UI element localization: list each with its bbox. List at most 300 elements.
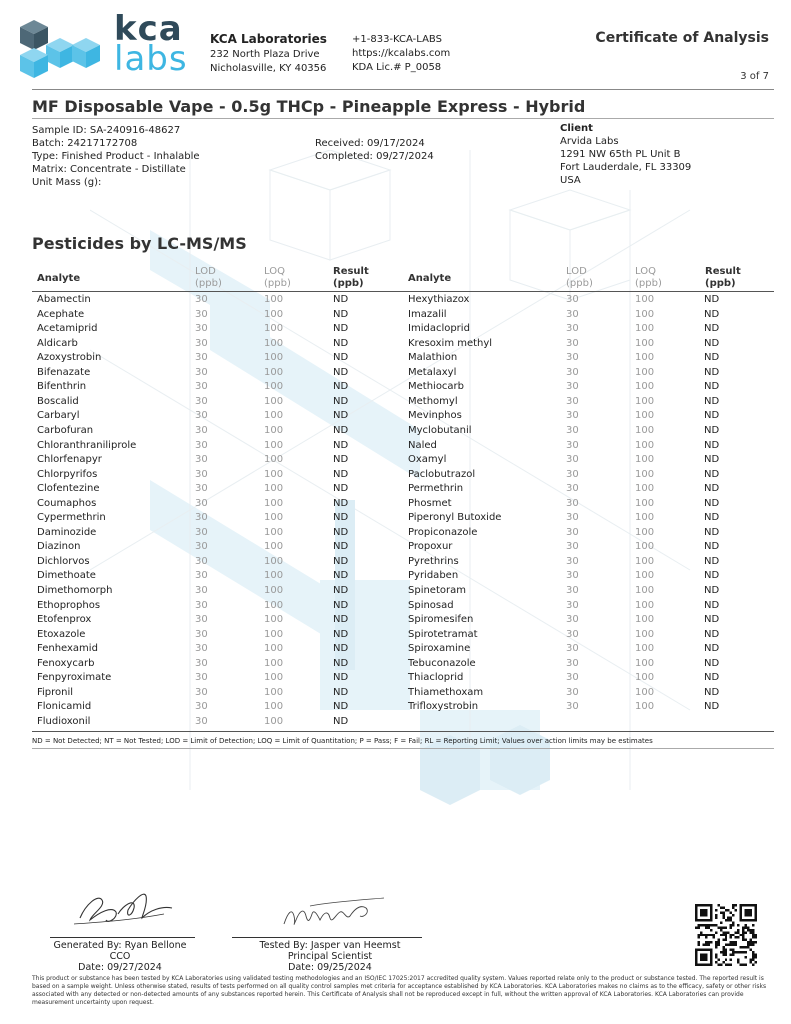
- client-country: USA: [560, 175, 581, 186]
- table-row: [408, 540, 778, 555]
- th-result-right: [705, 266, 741, 290]
- loq-cell: 100: [635, 454, 655, 466]
- sample-type: Type: Finished Product - Inhalable: [32, 151, 200, 162]
- table-row: [37, 526, 407, 541]
- lod-cell: 30: [566, 701, 579, 713]
- result-cell: ND: [704, 628, 720, 640]
- client-name: Arvida Labs: [560, 136, 619, 147]
- th-loq-label: LOQ: [635, 266, 656, 277]
- analyte-cell: Pyridaben: [408, 570, 459, 582]
- result-cell: ND: [333, 308, 349, 320]
- result-cell: ND: [704, 555, 720, 567]
- document-title: Certificate of Analysis: [595, 30, 769, 46]
- result-cell: ND: [333, 555, 349, 567]
- table-row: [408, 409, 778, 424]
- loq-cell: 100: [264, 468, 284, 480]
- dates-info: [315, 137, 434, 163]
- table-row: [408, 657, 778, 672]
- product-title: MF Disposable Vape - 0.5g THCp - Pineapple Express - Hybrid: [32, 97, 586, 116]
- table-row: [408, 439, 778, 454]
- loq-cell: 100: [635, 439, 655, 451]
- loq-cell: 100: [635, 614, 655, 626]
- analyte-cell: Chlorfenapyr: [37, 454, 102, 466]
- tested-by: Tested By: Jasper van Heemst: [259, 940, 401, 951]
- signature-line-right: [232, 937, 422, 938]
- result-cell: ND: [704, 614, 720, 626]
- loq-cell: 100: [635, 657, 655, 669]
- lod-cell: 30: [566, 526, 579, 538]
- table-row: [37, 599, 407, 614]
- result-cell: ND: [704, 454, 720, 466]
- lab-phone: +1-833-KCA-LABS: [352, 34, 442, 45]
- loq-cell: 100: [635, 468, 655, 480]
- loq-cell: 100: [264, 294, 284, 305]
- result-cell: ND: [333, 410, 349, 422]
- table-row: [37, 308, 407, 323]
- result-cell: ND: [704, 366, 720, 378]
- table-footer-divider: [32, 731, 774, 732]
- generated-by-title: CCO: [109, 951, 131, 962]
- result-cell: ND: [333, 366, 349, 378]
- table-row: [408, 395, 778, 410]
- th-lod-right: [566, 266, 593, 290]
- loq-cell: 100: [264, 686, 284, 698]
- loq-cell: 100: [635, 585, 655, 596]
- table-row: [37, 482, 407, 497]
- table-row: [408, 468, 778, 483]
- signature-line-left: [50, 937, 195, 938]
- lod-cell: 30: [195, 454, 208, 466]
- analyte-cell: Cypermethrin: [37, 512, 106, 524]
- table-row: [37, 511, 407, 526]
- analyte-cell: Diazinon: [37, 541, 81, 553]
- result-cell: ND: [333, 395, 349, 407]
- logo-text-labs: labs: [114, 39, 188, 79]
- signature-ryan-bellone: [72, 884, 182, 934]
- loq-cell: 100: [635, 555, 655, 567]
- analyte-cell: Dichlorvos: [37, 555, 90, 567]
- lod-cell: 30: [566, 585, 579, 596]
- loq-cell: 100: [635, 381, 655, 393]
- lod-cell: 30: [566, 454, 579, 466]
- lod-cell: 30: [195, 323, 208, 335]
- analyte-cell: Fenpyroximate: [37, 672, 112, 684]
- table-row: [37, 439, 407, 454]
- loq-cell: 100: [264, 541, 284, 553]
- table-row: [37, 569, 407, 584]
- loq-cell: 100: [264, 555, 284, 567]
- analyte-cell: Phosmet: [408, 497, 452, 509]
- table-row: [37, 628, 407, 643]
- table-row: [37, 337, 407, 352]
- lod-cell: 30: [195, 497, 208, 509]
- analyte-cell: Spinosad: [408, 599, 454, 611]
- loq-cell: 100: [635, 308, 655, 320]
- loq-cell: 100: [264, 381, 284, 393]
- lod-cell: 30: [195, 541, 208, 553]
- table-row: [408, 686, 778, 701]
- loq-cell: 100: [635, 424, 655, 436]
- lod-cell: 30: [566, 483, 579, 495]
- logo-wordmark: [114, 9, 188, 79]
- lab-address-line1: 232 North Plaza Drive: [210, 49, 320, 60]
- analyte-cell: Imidacloprid: [408, 323, 470, 335]
- loq-cell: 100: [264, 439, 284, 451]
- tested-by-title: Principal Scientist: [287, 951, 373, 962]
- client-city: Fort Lauderdale, FL 33309: [560, 162, 692, 173]
- result-cell: ND: [333, 657, 349, 669]
- analyte-cell: Pyrethrins: [408, 555, 459, 567]
- th-result-unit: (ppb): [705, 278, 736, 289]
- table-row: [37, 642, 407, 657]
- loq-cell: 100: [264, 483, 284, 495]
- lod-cell: 30: [566, 439, 579, 451]
- lod-cell: 30: [566, 643, 579, 655]
- lod-cell: 30: [566, 628, 579, 640]
- analyte-cell: Trifloxystrobin: [408, 701, 479, 713]
- legal-disclaimer: This product or substance has been tested by KCA Laboratories using validated testing methodologies and an ISO/IEC 17025:2017 accredited quality system. Values reported relate only to the product or substance tested. The reported result is based on a sample weight. Unless otherwise stated, results of tests performed on all quality control samples met criteria for acceptance established by KCA Laboratories. KCA Laboratories makes no claims as to the efficacy, safety or other risks associated with any detected or non-detected amounts of any substances reported herein. This Certificate of Analysis shall not be reproduced except in full, without the written approval of KCA Laboratories. KCA Laboratories can provide measurement uncertainty upon request.: [32, 975, 767, 1006]
- lod-cell: 30: [195, 686, 208, 698]
- table-row: [37, 700, 407, 715]
- loq-cell: 100: [635, 686, 655, 698]
- lod-cell: 30: [195, 585, 208, 596]
- table-row: [408, 424, 778, 439]
- lod-cell: 30: [195, 643, 208, 655]
- loq-cell: 100: [635, 366, 655, 378]
- th-lod-label: LOD: [566, 266, 587, 277]
- result-cell: ND: [333, 468, 349, 480]
- analyte-cell: Propiconazole: [408, 526, 478, 538]
- qr-code-icon[interactable]: [695, 904, 757, 966]
- loq-cell: 100: [264, 497, 284, 509]
- analyte-cell: Chlorpyrifos: [37, 468, 98, 480]
- th-loq-label: LOQ: [264, 266, 285, 277]
- signature-block-right: [240, 940, 420, 973]
- loq-cell: 100: [264, 701, 284, 713]
- lod-cell: 30: [566, 657, 579, 669]
- table-row: [408, 511, 778, 526]
- sample-info: [32, 124, 200, 189]
- analyte-cell: Thiamethoxam: [408, 686, 484, 698]
- lod-cell: 30: [566, 294, 579, 305]
- table-row: [37, 366, 407, 381]
- analyte-cell: Fipronil: [37, 686, 74, 698]
- loq-cell: 100: [264, 337, 284, 349]
- lod-cell: 30: [195, 555, 208, 567]
- loq-cell: 100: [635, 672, 655, 684]
- loq-cell: 100: [264, 352, 284, 364]
- loq-cell: 100: [264, 395, 284, 407]
- loq-cell: 100: [635, 352, 655, 364]
- th-lod-unit: (ppb): [195, 278, 222, 289]
- loq-cell: 100: [635, 599, 655, 611]
- logo-cubes-icon: [20, 18, 104, 82]
- loq-cell: 100: [264, 424, 284, 436]
- result-cell: ND: [333, 686, 349, 698]
- analyte-cell: Acetamiprid: [37, 323, 98, 335]
- loq-cell: 100: [635, 570, 655, 582]
- section-title: Pesticides by LC-MS/MS: [32, 234, 247, 253]
- lod-cell: 30: [195, 468, 208, 480]
- result-cell: ND: [704, 497, 720, 509]
- table-row: [408, 453, 778, 468]
- generated-date: Date: 09/27/2024: [78, 962, 162, 973]
- lod-cell: 30: [566, 424, 579, 436]
- loq-cell: 100: [635, 701, 655, 713]
- loq-cell: 100: [264, 512, 284, 524]
- analyte-cell: Methomyl: [408, 395, 458, 407]
- th-lod-label: LOD: [195, 266, 216, 277]
- loq-cell: 100: [264, 715, 284, 727]
- result-cell: ND: [333, 483, 349, 495]
- analyte-cell: Fludioxonil: [37, 715, 91, 727]
- result-cell: ND: [704, 439, 720, 451]
- th-loq-left: [264, 266, 291, 290]
- table-row: [37, 468, 407, 483]
- result-cell: ND: [704, 585, 720, 596]
- th-lod-unit: (ppb): [566, 278, 593, 289]
- lod-cell: 30: [195, 308, 208, 320]
- loq-cell: 100: [635, 526, 655, 538]
- table-row: [408, 584, 778, 599]
- table-row: [37, 715, 407, 730]
- lab-license: KDA Lic.# P_0058: [352, 62, 442, 73]
- result-cell: ND: [333, 570, 349, 582]
- loq-cell: 100: [264, 672, 284, 684]
- th-result-unit: (ppb): [333, 278, 364, 289]
- lod-cell: 30: [195, 337, 208, 349]
- table-row: [408, 599, 778, 614]
- analyte-cell: Oxamyl: [408, 454, 447, 466]
- analyte-cell: Malathion: [408, 352, 458, 364]
- lod-cell: 30: [195, 410, 208, 422]
- th-loq-unit: (ppb): [264, 278, 291, 289]
- lod-cell: 30: [566, 323, 579, 335]
- loq-cell: 100: [635, 512, 655, 524]
- result-cell: ND: [333, 541, 349, 553]
- result-cell: ND: [704, 294, 720, 305]
- logo-text-kca: kca: [114, 9, 183, 49]
- lod-cell: 30: [566, 512, 579, 524]
- analyte-cell: Paclobutrazol: [408, 468, 476, 480]
- lod-cell: 30: [566, 468, 579, 480]
- analyte-cell: Hexythiazox: [408, 294, 470, 305]
- lod-cell: 30: [566, 381, 579, 393]
- loq-cell: 100: [264, 599, 284, 611]
- table-row: [408, 628, 778, 643]
- th-result-left: [333, 266, 369, 290]
- result-cell: ND: [333, 614, 349, 626]
- analyte-cell: Etoxazole: [37, 628, 86, 640]
- analyte-cell: Spirotetramat: [408, 628, 478, 640]
- lod-cell: 30: [195, 381, 208, 393]
- lod-cell: 30: [195, 395, 208, 407]
- lod-cell: 30: [195, 439, 208, 451]
- loq-cell: 100: [264, 570, 284, 582]
- lod-cell: 30: [566, 555, 579, 567]
- analyte-cell: Kresoxim methyl: [408, 337, 493, 349]
- lod-cell: 30: [566, 337, 579, 349]
- table-row: [37, 409, 407, 424]
- unit-mass: Unit Mass (g):: [32, 177, 102, 188]
- generated-by: Generated By: Ryan Bellone: [53, 940, 187, 951]
- result-cell: ND: [333, 497, 349, 509]
- lod-cell: 30: [566, 686, 579, 698]
- lab-name: KCA Laboratories: [210, 32, 327, 46]
- analyte-cell: Aldicarb: [37, 337, 78, 349]
- result-cell: ND: [333, 599, 349, 611]
- lod-cell: 30: [195, 715, 208, 727]
- lod-cell: 30: [566, 352, 579, 364]
- lod-cell: 30: [195, 599, 208, 611]
- loq-cell: 100: [264, 454, 284, 466]
- table-row: [408, 366, 778, 381]
- loq-cell: 100: [264, 526, 284, 538]
- analyte-cell: Daminozide: [37, 526, 97, 538]
- th-lod-left: [195, 266, 222, 290]
- header-divider: [32, 89, 774, 90]
- sample-matrix: Matrix: Concentrate - Distillate: [32, 164, 186, 175]
- th-analyte-left: Analyte: [37, 273, 81, 284]
- loq-cell: 100: [264, 323, 284, 335]
- client-label: Client: [560, 123, 593, 134]
- loq-cell: 100: [635, 323, 655, 335]
- table-row: [37, 555, 407, 570]
- table-header-divider: [32, 291, 774, 292]
- lod-cell: 30: [195, 294, 208, 305]
- lod-cell: 30: [566, 366, 579, 378]
- th-result-label: Result: [333, 266, 369, 277]
- lod-cell: 30: [195, 483, 208, 495]
- lod-cell: 30: [566, 672, 579, 684]
- analyte-cell: Naled: [408, 439, 437, 451]
- result-cell: ND: [704, 410, 720, 422]
- result-cell: ND: [704, 308, 720, 320]
- analyte-cell: Bifenazate: [37, 366, 91, 378]
- table-row: [408, 613, 778, 628]
- analyte-cell: Spiroxamine: [408, 643, 471, 655]
- lod-cell: 30: [195, 628, 208, 640]
- page-number: 3 of 7: [740, 71, 769, 82]
- loq-cell: 100: [264, 585, 284, 596]
- table-row: [408, 526, 778, 541]
- analyte-cell: Thiacloprid: [408, 672, 464, 684]
- analyte-cell: Metalaxyl: [408, 366, 457, 378]
- loq-cell: 100: [635, 541, 655, 553]
- batch: Batch: 24217172708: [32, 138, 138, 149]
- loq-cell: 100: [264, 643, 284, 655]
- loq-cell: 100: [635, 395, 655, 407]
- analyte-cell: Etofenprox: [37, 614, 92, 626]
- client-street: 1291 NW 65th PL Unit B: [560, 149, 681, 160]
- table-row: [408, 308, 778, 323]
- table-row: [37, 497, 407, 512]
- lod-cell: 30: [195, 366, 208, 378]
- client-info: [560, 122, 691, 187]
- table-row: [37, 424, 407, 439]
- result-cell: ND: [333, 381, 349, 393]
- th-loq-right: [635, 266, 662, 290]
- loq-cell: 100: [264, 657, 284, 669]
- analyte-cell: Azoxystrobin: [37, 352, 102, 364]
- result-cell: ND: [333, 701, 349, 713]
- analyte-cell: Mevinphos: [408, 410, 462, 422]
- th-analyte-right: Analyte: [408, 273, 452, 284]
- lod-cell: 30: [566, 308, 579, 320]
- table-row: [37, 540, 407, 555]
- analyte-cell: Fenhexamid: [37, 643, 98, 655]
- lod-cell: 30: [195, 526, 208, 538]
- result-cell: ND: [704, 657, 720, 669]
- lod-cell: 30: [195, 352, 208, 364]
- table-row: [408, 322, 778, 337]
- table-row: [37, 613, 407, 628]
- table-row: [37, 671, 407, 686]
- completed-date: Completed: 09/27/2024: [315, 151, 434, 162]
- table-row: [37, 351, 407, 366]
- loq-cell: 100: [264, 628, 284, 640]
- result-cell: ND: [704, 570, 720, 582]
- result-cell: ND: [704, 541, 720, 553]
- th-result-label: Result: [705, 266, 741, 277]
- result-cell: ND: [704, 337, 720, 349]
- analyte-cell: Piperonyl Butoxide: [408, 512, 502, 524]
- signature-block-left: [40, 940, 200, 973]
- result-cell: ND: [333, 439, 349, 451]
- table-row: [408, 380, 778, 395]
- sample-id: Sample ID: SA-240916-48627: [32, 125, 181, 136]
- result-cell: ND: [333, 424, 349, 436]
- result-cell: ND: [333, 352, 349, 364]
- result-cell: ND: [704, 483, 720, 495]
- loq-cell: 100: [635, 643, 655, 655]
- table-row: [408, 293, 778, 308]
- result-cell: ND: [333, 628, 349, 640]
- lod-cell: 30: [195, 424, 208, 436]
- result-cell: ND: [333, 643, 349, 655]
- analyte-cell: Carbaryl: [37, 410, 80, 422]
- received-date: Received: 09/17/2024: [315, 138, 425, 149]
- result-cell: ND: [333, 294, 349, 305]
- table-row: [408, 700, 778, 715]
- result-cell: ND: [704, 352, 720, 364]
- lod-cell: 30: [195, 657, 208, 669]
- lab-website[interactable]: https://kcalabs.com: [352, 48, 451, 59]
- result-cell: ND: [704, 643, 720, 655]
- table-row: [408, 642, 778, 657]
- analyte-cell: Acephate: [37, 308, 85, 320]
- analyte-cell: Permethrin: [408, 483, 464, 495]
- lod-cell: 30: [195, 701, 208, 713]
- result-cell: ND: [704, 701, 720, 713]
- analyte-cell: Propoxur: [408, 541, 453, 553]
- result-cell: ND: [704, 395, 720, 407]
- result-cell: ND: [333, 323, 349, 335]
- analyte-cell: Bifenthrin: [37, 381, 87, 393]
- result-cell: ND: [704, 323, 720, 335]
- loq-cell: 100: [264, 614, 284, 626]
- analyte-cell: Methiocarb: [408, 381, 465, 393]
- result-cell: ND: [333, 585, 349, 596]
- table-row: [37, 657, 407, 672]
- result-cell: ND: [333, 526, 349, 538]
- lod-cell: 30: [195, 672, 208, 684]
- abbreviation-footnote: ND = Not Detected; NT = Not Tested; LOD = Limit of Detection; LOQ = Limit of Quantitation; P = Pass; F = Fail; RL = Reporting Limit; Values over action limits may be estimates: [32, 737, 653, 745]
- loq-cell: 100: [635, 294, 655, 305]
- result-cell: ND: [333, 454, 349, 466]
- table-row: [37, 380, 407, 395]
- result-cell: ND: [704, 468, 720, 480]
